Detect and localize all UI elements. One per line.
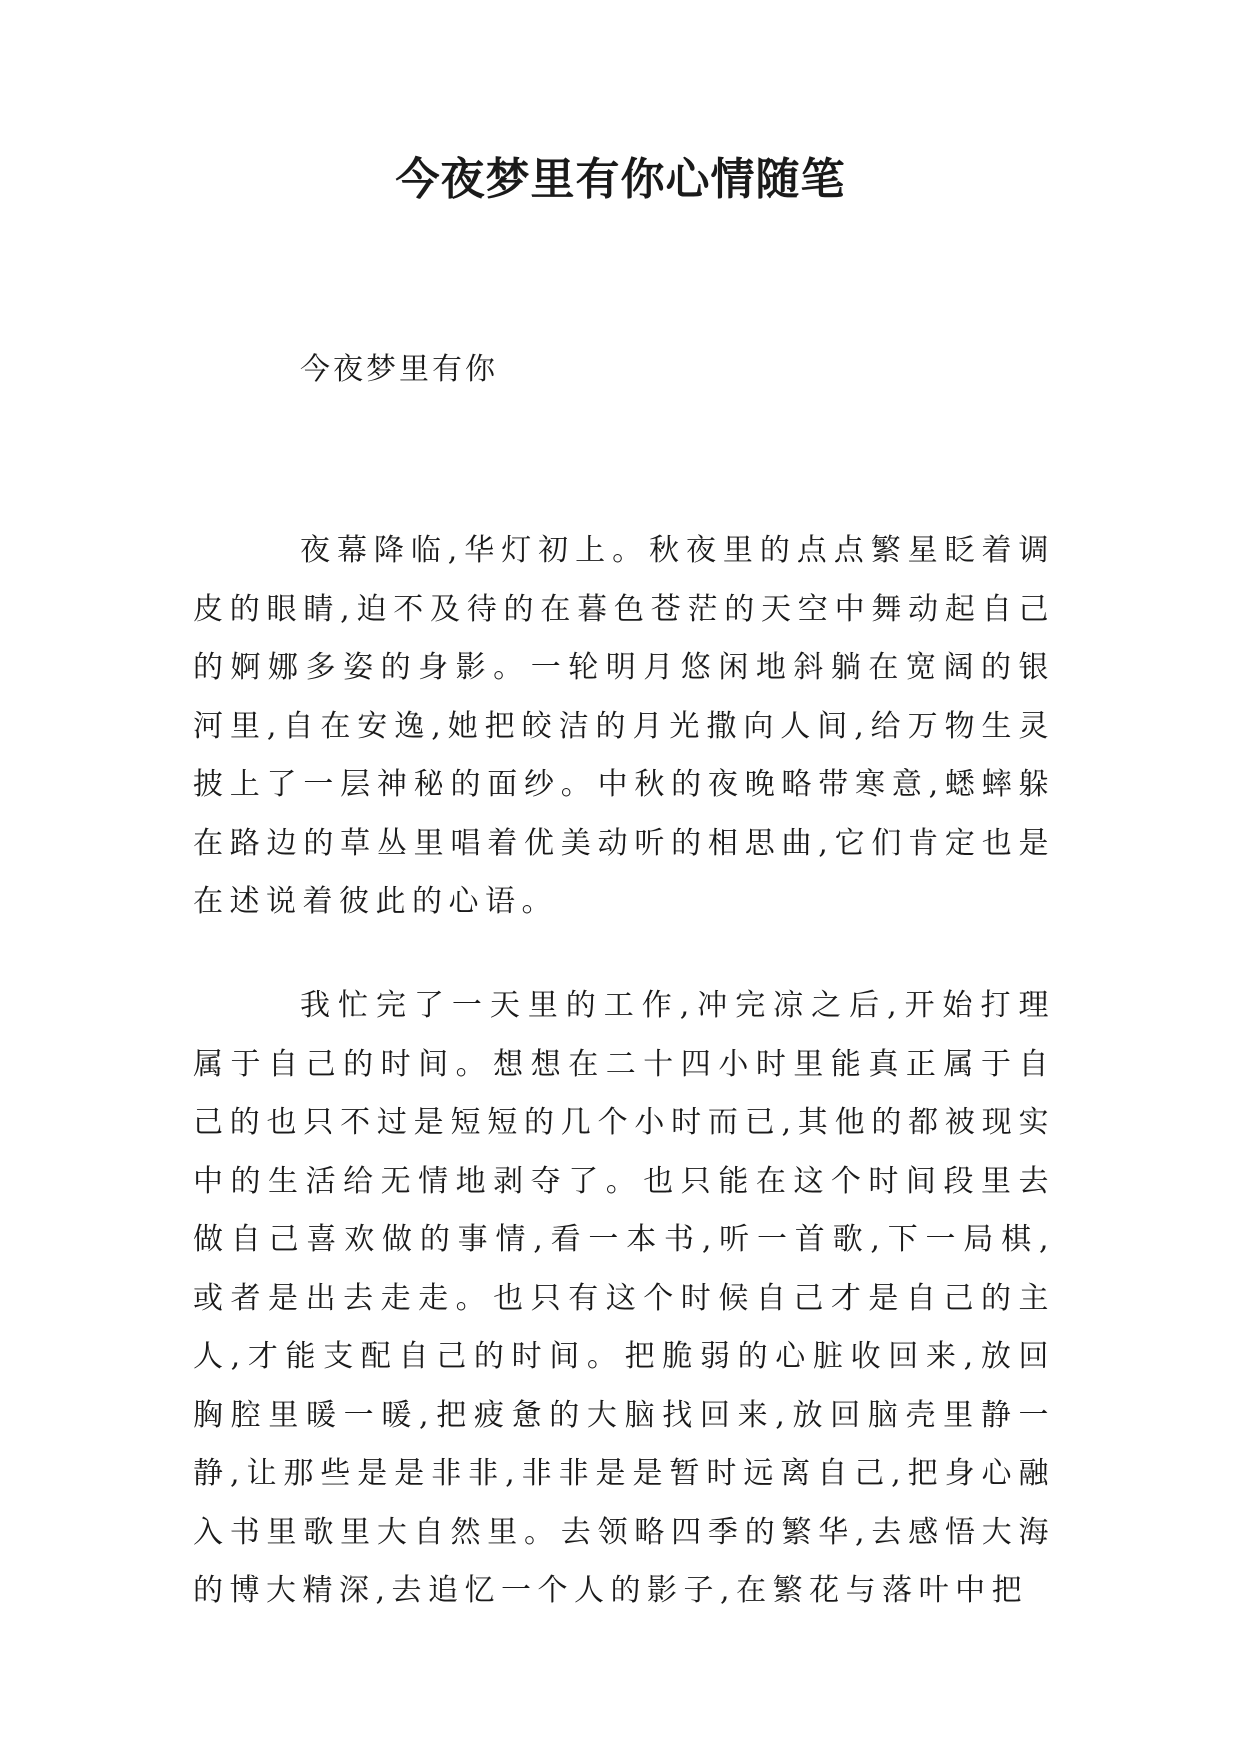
paragraph-1: 夜幕降临,华灯初上。秋夜里的点点繁星眨着调皮的眼睛,迫不及待的在暮色苍茫的天空中舞动起自己的婀娜多姿的身影。一轮明月悠闲地斜躺在宽阔的银河里,自在安逸,她把皎洁的月光撒向人间,给万物生灵披上了一层神秘的面纱。中秋的夜晚略带寒意,蟋蟀躲在路边的草丛里唱着优美动听的相思曲,它们肯定也是在述说着彼此的心语。	[193, 533, 1055, 919]
document-title: 今夜梦里有你心情随笔	[395, 154, 846, 205]
paragraph-2: 我忙完了一天里的工作,冲完凉之后,开始打理属于自己的时间。想想在二十四小时里能真正属于自己的也只不过是短短的几个小时而已,其他的都被现实中的生活给无情地剥夺了。也只能在这个时间段里去做自己喜欢做的事情,看一本书,听一首歌,下一局棋,或者是出去走走。也只有这个时候自己才是自己的主人,才能支配自己的时间。把脆弱的心脏收回来,放回胸腔里暖一暖,把疲惫的大脑找回来,放回脑壳里静一静,让那些是是非非,非非是是暂时远离自己,把身心融入书里歌里大自然里。去领略四季的繁华,去感悟大海的博大精深,去追忆一个人的影子,在繁花与落叶中把	[193, 988, 1055, 1608]
document-subtitle: 今夜梦里有你	[300, 352, 498, 387]
